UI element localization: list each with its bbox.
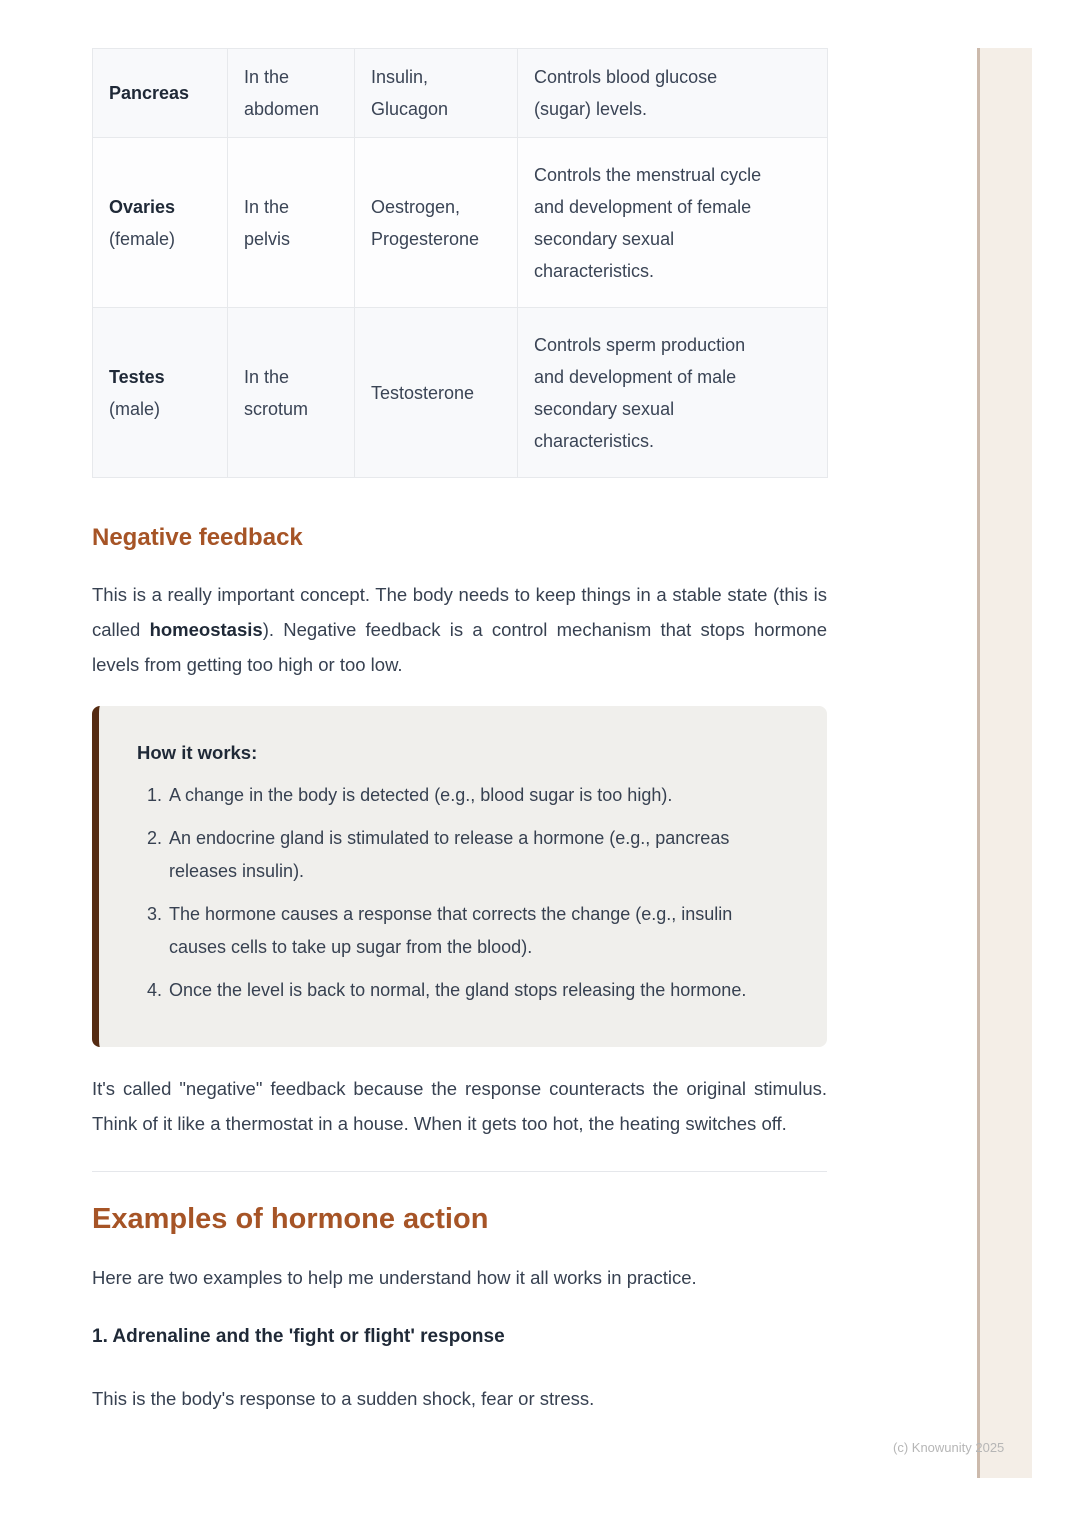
hormones-cell: Insulin, Glucagon	[355, 49, 518, 138]
hormones-cell: Testosterone	[355, 308, 518, 478]
how-it-works-steps	[137, 779, 791, 1007]
function-cell: Controls blood glucose (sugar) levels.	[518, 49, 828, 138]
homeostasis-bold-term: homeostasis	[149, 619, 263, 640]
step-item: 3. The hormone causes a response that corrects the change (e.g., insulin causes cells to take up sugar from the blood).	[167, 898, 791, 964]
step-item: 4. Once the level is back to normal, the gland stops releasing the hormone.	[167, 974, 791, 1007]
table-row	[93, 308, 828, 478]
location-cell: In the pelvis	[228, 138, 355, 308]
examples-intro: Here are two examples to help me understand how it all works in practice.	[92, 1267, 697, 1288]
section-heading-examples: Examples of hormone action	[92, 1203, 489, 1235]
next-page-edge-strip	[977, 48, 1032, 1478]
endocrine-glands-table	[92, 48, 828, 478]
intro-text-after: ). Negative feedback is a control mechanism that stops hormone levels from getting too high or too low.	[92, 619, 828, 675]
watermark: (c) Knowunity 2025	[893, 1440, 1005, 1455]
callout-title: How it works:	[137, 742, 258, 763]
location-cell: In the abdomen	[228, 49, 355, 138]
gland-name: Testes	[109, 366, 165, 387]
table-row	[93, 49, 828, 138]
how-it-works-callout	[92, 706, 827, 1047]
document-page	[92, 48, 827, 1416]
gland-name: Pancreas	[109, 83, 190, 103]
hormones-cell: Oestrogen, Progesterone	[355, 138, 518, 308]
gland-note: (female)	[109, 228, 176, 249]
example1-title: 1. Adrenaline and the 'fight or flight' response	[92, 1326, 505, 1347]
example1-text: This is the body's response to a sudden shock, fear or stress.	[92, 1388, 595, 1409]
section-divider	[92, 1171, 827, 1172]
function-cell: Controls the menstrual cycle and development of female secondary sexual characteristics.	[518, 138, 828, 308]
step-item: 2. An endocrine gland is stimulated to release a hormone (e.g., pancreas releases insulin).	[167, 822, 791, 888]
negative-feedback-outro: It's called "negative" feedback because the response counteracts the original stimulus. Think of it like a thermostat in a house. When it gets too hot, the heating switches off.	[92, 1078, 827, 1134]
section-heading-negative-feedback: Negative feedback	[92, 524, 303, 551]
gland-name: Ovaries	[109, 196, 176, 217]
location-cell: In the scrotum	[228, 308, 355, 478]
gland-cell	[93, 138, 228, 308]
gland-cell	[93, 308, 228, 478]
gland-cell	[93, 49, 228, 138]
table-row	[93, 138, 828, 308]
negative-feedback-intro	[92, 577, 827, 682]
function-cell: Controls sperm production and development of male secondary sexual characteristics.	[518, 308, 828, 478]
gland-note: (male)	[109, 398, 161, 419]
intro-text-before: This is a really important concept. The body needs to keep things in a stable state (this is called	[92, 584, 827, 640]
step-item: 1. A change in the body is detected (e.g., blood sugar is too high).	[167, 779, 791, 812]
